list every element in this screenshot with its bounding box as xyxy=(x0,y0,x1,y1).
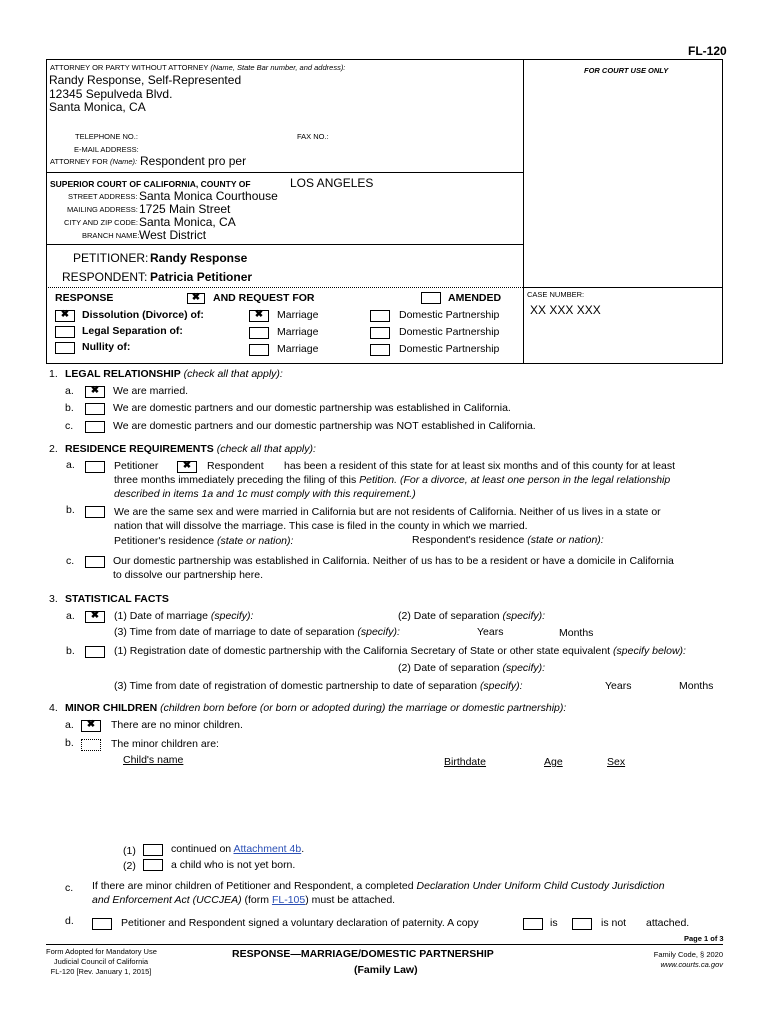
attorney-for-value[interactable]: Respondent pro per xyxy=(140,154,247,168)
page-number: Page 1 of 3 xyxy=(684,934,724,943)
item-2c-line1: Our domestic partnership was established in California. Neither of us has to be a resident or have a domicile in California xyxy=(113,555,674,567)
sex-header: Sex xyxy=(607,756,626,768)
copy-is-not-label: is not xyxy=(601,917,627,929)
item-2a-label: a. xyxy=(66,459,75,471)
respondent-label: RESPONDENT: xyxy=(62,270,148,284)
copy-is-label: is xyxy=(550,917,558,929)
section4-heading: MINOR CHILDREN (children born before (or born or adopted during) the marriage or domestic partnership): xyxy=(65,702,567,714)
request-checkbox[interactable]: ✖ xyxy=(187,293,205,304)
item-4c-label: c. xyxy=(65,882,74,894)
item-4b-text: The minor children are: xyxy=(111,738,219,750)
item-3b3-years: Years xyxy=(605,680,632,692)
amended-label: AMENDED xyxy=(448,292,502,304)
item-4c-line1: If there are minor children of Petitioner and Respondent, a completed Declaration Under Uniform Child Custody Jurisdiction xyxy=(92,880,665,892)
section1-number: 1. xyxy=(49,368,58,380)
item-2b-line2: nation that will dissolve the marriage. This case is filed in the county in which we married. xyxy=(114,520,528,532)
separation-dp-label: Domestic Partnership xyxy=(399,326,500,338)
unborn-child-checkbox[interactable] xyxy=(143,859,163,871)
footer-code: Family Code, § 2020 www.courts.ca.gov xyxy=(620,950,723,970)
petitioner-label: PETITIONER: xyxy=(73,251,149,265)
fax-label: FAX NO.: xyxy=(297,132,329,141)
court-heading: SUPERIOR COURT OF CALIFORNIA, COUNTY OF xyxy=(50,179,251,189)
telephone-label: TELEPHONE NO.: xyxy=(75,132,138,141)
attorney-bottom-border xyxy=(46,172,523,173)
item-3b-checkbox[interactable] xyxy=(85,646,105,658)
section3-heading: STATISTICAL FACTS xyxy=(65,593,169,605)
nullity-marriage-label: Marriage xyxy=(277,343,319,355)
separation-marriage-checkbox[interactable] xyxy=(249,327,269,339)
nullity-checkbox[interactable] xyxy=(55,342,75,354)
footer-border xyxy=(46,944,723,945)
email-label: E-MAIL ADDRESS: xyxy=(74,145,139,154)
item-1a-text: We are married. xyxy=(113,385,189,397)
item-2a-line1: has been a resident of this state for at least six months and of this county for at least xyxy=(284,460,676,472)
dissolution-marriage-checkbox[interactable]: ✖ xyxy=(249,310,269,322)
response-label: RESPONSE xyxy=(55,292,114,304)
item-1b-text: We are domestic partners and our domestic partnership was established in California. xyxy=(113,402,511,414)
mailing-value[interactable]: 1725 Main Street xyxy=(139,202,231,216)
city-value[interactable]: Santa Monica, CA xyxy=(139,215,236,229)
item-1a-checkbox[interactable]: ✖ xyxy=(85,386,105,398)
item-4a-label: a. xyxy=(65,719,74,731)
court-use-divider xyxy=(523,59,524,364)
item-4b2-label: (2) xyxy=(123,860,136,872)
attorney-for-label: ATTORNEY FOR (Name): xyxy=(50,157,138,166)
item-3b1: (1) Registration date of domestic partnership with the California Secretary of State or other state equivalent (specify below): xyxy=(114,645,686,657)
item-2a-petitioner-checkbox[interactable] xyxy=(85,461,105,473)
branch-label: BRANCH NAME: xyxy=(82,231,140,240)
section2-heading: RESIDENCE REQUIREMENTS (check all that apply): xyxy=(65,443,316,455)
county-value[interactable]: LOS ANGELES xyxy=(290,176,374,190)
item-1c-text: We are domestic partners and our domestic partnership was NOT established in California. xyxy=(113,420,536,432)
footer-subtitle: (Family Law) xyxy=(354,964,418,976)
item-2c-checkbox[interactable] xyxy=(85,556,105,568)
left-border xyxy=(46,59,47,364)
section1-heading: LEGAL RELATIONSHIP (check all that apply): xyxy=(65,368,283,380)
item-3b3: (3) Time from date of registration of domestic partnership to date of separation (specify): xyxy=(114,680,523,692)
item-2a-respondent-checkbox[interactable]: ✖ xyxy=(177,461,197,473)
item-4a-text: There are no minor children. xyxy=(111,719,243,731)
dissolution-label: Dissolution (Divorce) of: xyxy=(82,309,204,321)
item-1c-label: c. xyxy=(65,420,74,432)
separation-marriage-label: Marriage xyxy=(277,326,319,338)
case-number-top-border xyxy=(523,287,722,288)
item-3a3-years: Years xyxy=(477,626,504,638)
street-value[interactable]: Santa Monica Courthouse xyxy=(139,189,278,203)
item-2a-respondent: Respondent xyxy=(207,460,264,472)
item-4b1-label: (1) xyxy=(123,845,136,857)
form-adopted: Form Adopted for Mandatory Use Judicial Council of California FL-120 [Rev. January 1, 2015] xyxy=(46,947,157,976)
mailing-label: MAILING ADDRESS: xyxy=(67,205,138,214)
case-number-label: CASE NUMBER: xyxy=(527,290,585,299)
item-2a-line3: described in items 1a and 1c must comply with this requirement.) xyxy=(114,488,416,500)
dissolution-checkbox[interactable]: ✖ xyxy=(55,310,75,322)
amended-checkbox[interactable] xyxy=(421,292,441,304)
court-use-label: FOR COURT USE ONLY xyxy=(584,66,669,75)
item-3a-checkbox[interactable]: ✖ xyxy=(85,611,105,623)
parties-bottom-border xyxy=(46,287,523,288)
attachment-4b-link[interactable]: Attachment 4b xyxy=(233,843,302,855)
age-header: Age xyxy=(544,756,563,768)
item-2a-line2: three months immediately preceding the filing of this Petition. (For a divorce, at least one person in the legal relationship xyxy=(114,474,671,486)
item-3a-label: a. xyxy=(66,610,75,622)
fl-105-link[interactable]: FL-105 xyxy=(271,894,306,906)
item-1c-checkbox[interactable] xyxy=(85,421,105,433)
copy-is-not-checkbox[interactable] xyxy=(572,918,592,930)
item-3a3-months: Months xyxy=(559,627,594,639)
item-3b-label: b. xyxy=(66,645,75,657)
item-3b2: (2) Date of separation (specify): xyxy=(398,662,546,674)
unborn-child-text: a child who is not yet born. xyxy=(171,859,296,871)
item-4c-line2: and Enforcement Act (UCCJEA) (form FL-105) must be attached. xyxy=(92,894,396,906)
right-border xyxy=(722,59,723,364)
item-4d-label: d. xyxy=(65,915,74,927)
child-name-header: Child's name xyxy=(123,754,184,766)
street-label: STREET ADDRESS: xyxy=(68,192,138,201)
dissolution-marriage-label: Marriage xyxy=(277,309,319,321)
item-2b-petitioner-residence: Petitioner's residence (state or nation): xyxy=(114,535,294,547)
nullity-dp-checkbox[interactable] xyxy=(370,344,390,356)
item-2b-respondent-residence: Respondent's residence (state or nation): xyxy=(412,534,604,546)
nullity-marriage-checkbox[interactable] xyxy=(249,344,269,356)
continued-checkbox[interactable] xyxy=(143,844,163,856)
item-2a-petitioner: Petitioner xyxy=(114,460,159,472)
nullity-dp-label: Domestic Partnership xyxy=(399,343,500,355)
legal-separation-checkbox[interactable] xyxy=(55,326,75,338)
header-bottom-border xyxy=(46,363,723,364)
item-2b-label: b. xyxy=(66,504,75,516)
item-1b-label: b. xyxy=(65,402,74,414)
section3-number: 3. xyxy=(49,593,58,605)
header-top-border xyxy=(46,59,723,60)
birthdate-header: Birthdate xyxy=(444,756,487,768)
legal-separation-label: Legal Separation of: xyxy=(82,325,183,337)
form-number: FL-120 xyxy=(688,44,727,58)
courts-link[interactable]: www.courts.ca.gov xyxy=(660,960,723,969)
item-2c-label: c. xyxy=(66,555,75,567)
section4-number: 4. xyxy=(49,702,58,714)
dissolution-dp-checkbox[interactable] xyxy=(370,310,390,322)
footer-title: RESPONSE—MARRIAGE/DOMESTIC PARTNERSHIP xyxy=(232,948,494,960)
separation-dp-checkbox[interactable] xyxy=(370,327,390,339)
attorney-address[interactable]: Randy Response, Self-Represented 12345 Sepulveda Blvd. Santa Monica, CA xyxy=(49,73,242,114)
continued-on-text: continued on Attachment 4b. xyxy=(171,843,305,855)
item-3a1: (1) Date of marriage (specify): xyxy=(114,610,254,622)
item-4d-text: Petitioner and Respondent signed a voluntary declaration of paternity. A copy xyxy=(121,917,479,929)
item-2b-line1: We are the same sex and were married in California but are not residents of California. Neither of us lives in a state or xyxy=(114,506,661,518)
item-1a-label: a. xyxy=(65,385,74,397)
and-request-for-label: AND REQUEST FOR xyxy=(213,292,315,304)
petitioner-value[interactable]: Randy Response xyxy=(150,251,248,265)
item-3b3-months: Months xyxy=(679,680,714,692)
nullity-label: Nullity of: xyxy=(82,341,131,353)
city-label: CITY AND ZIP CODE: xyxy=(64,218,138,227)
branch-value[interactable]: West District xyxy=(139,228,207,242)
dissolution-dp-label: Domestic Partnership xyxy=(399,309,500,321)
case-number-value[interactable]: XX XXX XXX xyxy=(530,303,601,317)
item-4b-checkbox[interactable] xyxy=(81,739,101,751)
item-4b-label: b. xyxy=(65,737,74,749)
item-1b-checkbox[interactable] xyxy=(85,403,105,415)
item-2b-checkbox[interactable] xyxy=(85,506,105,518)
item-3a3: (3) Time from date of marriage to date of separation (specify): xyxy=(114,626,400,638)
item-4a-checkbox[interactable]: ✖ xyxy=(81,720,101,732)
court-bottom-border xyxy=(46,244,523,245)
item-2c-line2: to dissolve our partnership here. xyxy=(113,569,263,581)
respondent-value[interactable]: Patricia Petitioner xyxy=(150,270,253,284)
item-3a2: (2) Date of separation (specify): xyxy=(398,610,546,622)
attorney-header: ATTORNEY OR PARTY WITHOUT ATTORNEY (Name, State Bar number, and address): xyxy=(50,63,346,72)
copy-is-checkbox[interactable] xyxy=(523,918,543,930)
item-4d-checkbox[interactable] xyxy=(92,918,112,930)
section2-number: 2. xyxy=(49,443,58,455)
attached-label: attached. xyxy=(646,917,690,929)
